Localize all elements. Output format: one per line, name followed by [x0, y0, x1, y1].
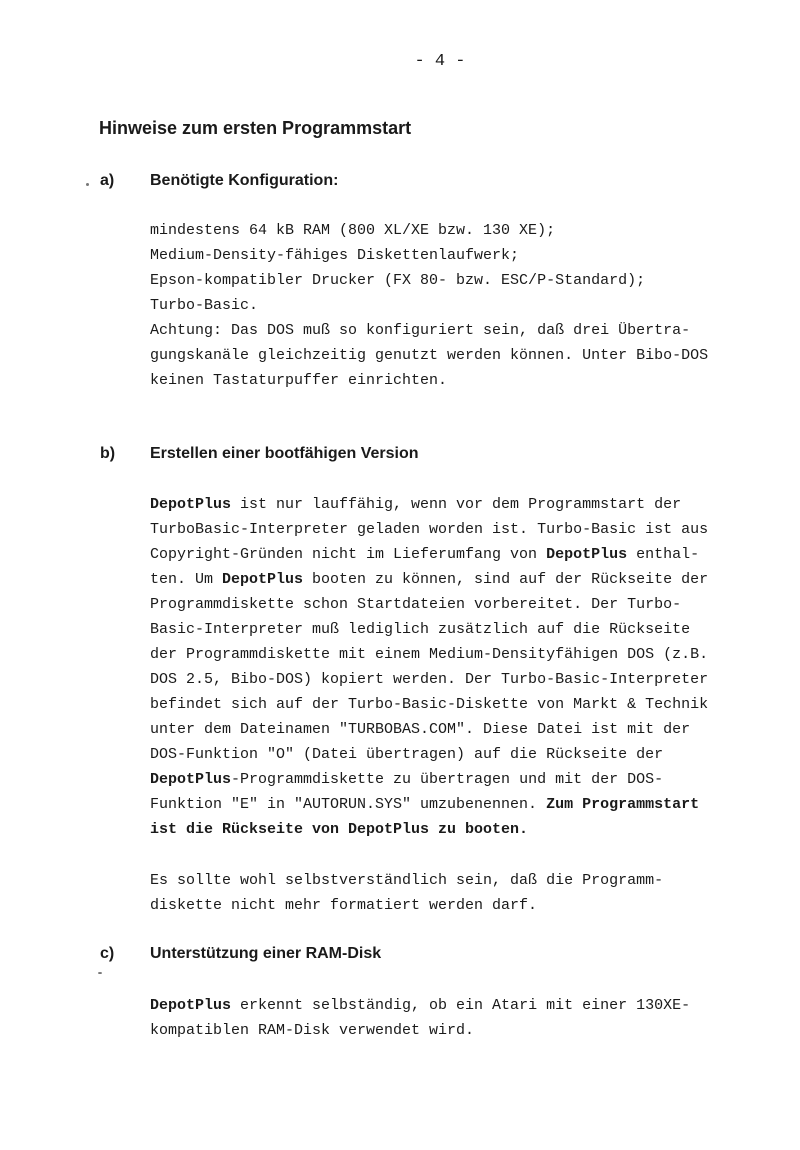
section-b-line: der Programmdiskette mit einem Medium-Densityfähigen DOS (z.B. [150, 646, 709, 663]
scan-speck [86, 183, 89, 186]
product-name: DepotPlus [222, 571, 304, 588]
section-b-line [150, 492, 681, 517]
scan-speck [98, 972, 102, 974]
section-b-label: b) [100, 445, 116, 462]
text-run: Copyright-Gründen nicht im Lieferumfang von [150, 546, 547, 563]
section-a-line: Epson-kompatibler Drucker (FX 80- bzw. ESC/P-Standard); [150, 272, 646, 289]
text-run: ist nur lauffähig, wenn vor dem Programmstart der [231, 496, 682, 513]
page-heading: Hinweise zum ersten Programmstart [99, 118, 412, 138]
section-b-line: TurboBasic-Interpreter geladen worden ist. Turbo-Basic ist aus [150, 521, 709, 538]
text-run: ten. Um [150, 571, 223, 588]
product-name: DepotPlus [150, 496, 232, 513]
section-b-line: Basic-Interpreter muß lediglich zusätzlich auf die Rückseite [150, 621, 691, 638]
section-b-line: Es sollte wohl selbstverständlich sein, daß die Programm- [150, 872, 664, 889]
text-run: booten zu können, sind auf der Rückseite der [303, 571, 709, 588]
section-b-line: Programmdiskette schon Startdateien vorbereitet. Der Turbo- [150, 596, 682, 613]
section-b-title: Erstellen einer bootfähigen Version [150, 445, 419, 462]
page-number: - 4 - [414, 52, 466, 71]
text-run: enthal- [627, 546, 700, 563]
section-b-line [150, 792, 699, 817]
text-run: Funktion "E" in "AUTORUN.SYS" umzubenennen. [150, 796, 547, 813]
section-b-line: befindet sich auf der Turbo-Basic-Diskette von Markt & Technik [150, 696, 709, 713]
section-c-label: c) [100, 945, 115, 962]
section-a-title: Benötigte Konfiguration: [150, 172, 339, 189]
section-b-line: DOS 2.5, Bibo-DOS) kopiert werden. Der Turbo-Basic-Interpreter [150, 671, 709, 688]
section-b-line: unter dem Dateinamen "TURBOBAS.COM". Diese Datei ist mit der [150, 721, 691, 738]
section-a-line: Turbo-Basic. [150, 297, 259, 314]
section-c-title: Unterstützung einer RAM-Disk [150, 945, 382, 962]
section-a-line: gungskanäle gleichzeitig genutzt werden können. Unter Bibo-DOS [150, 347, 709, 364]
section-b-line: DOS-Funktion "O" (Datei übertragen) auf die Rückseite der [150, 746, 664, 763]
section-b-line-emphasis: ist die Rückseite von DepotPlus zu booten. [150, 821, 529, 838]
product-name: DepotPlus [546, 546, 628, 563]
section-a-line: mindestens 64 kB RAM (800 XL/XE bzw. 130 XE); [150, 222, 556, 239]
text-run: -Programmdiskette zu übertragen und mit der DOS- [231, 771, 664, 788]
section-b-line: diskette nicht mehr formatiert werden darf. [150, 897, 538, 914]
section-a-line: keinen Tastaturpuffer einrichten. [150, 372, 448, 389]
emphasis-text: Zum Programmstart [546, 796, 700, 813]
text-run: erkennt selbständig, ob ein Atari mit einer 130XE- [231, 997, 691, 1014]
product-name: DepotPlus [150, 997, 232, 1014]
section-c-line [150, 993, 690, 1018]
product-name: DepotPlus [150, 771, 232, 788]
section-a-label: a) [100, 172, 115, 189]
section-a-line: Achtung: Das DOS muß so konfiguriert sein, daß drei Übertra- [150, 322, 691, 339]
section-a-line: Medium-Density-fähiges Diskettenlaufwerk; [150, 247, 520, 264]
section-b-line [150, 567, 708, 592]
section-b-line [150, 542, 699, 567]
section-b-line [150, 767, 663, 792]
section-c-line: kompatiblen RAM-Disk verwendet wird. [150, 1022, 475, 1039]
